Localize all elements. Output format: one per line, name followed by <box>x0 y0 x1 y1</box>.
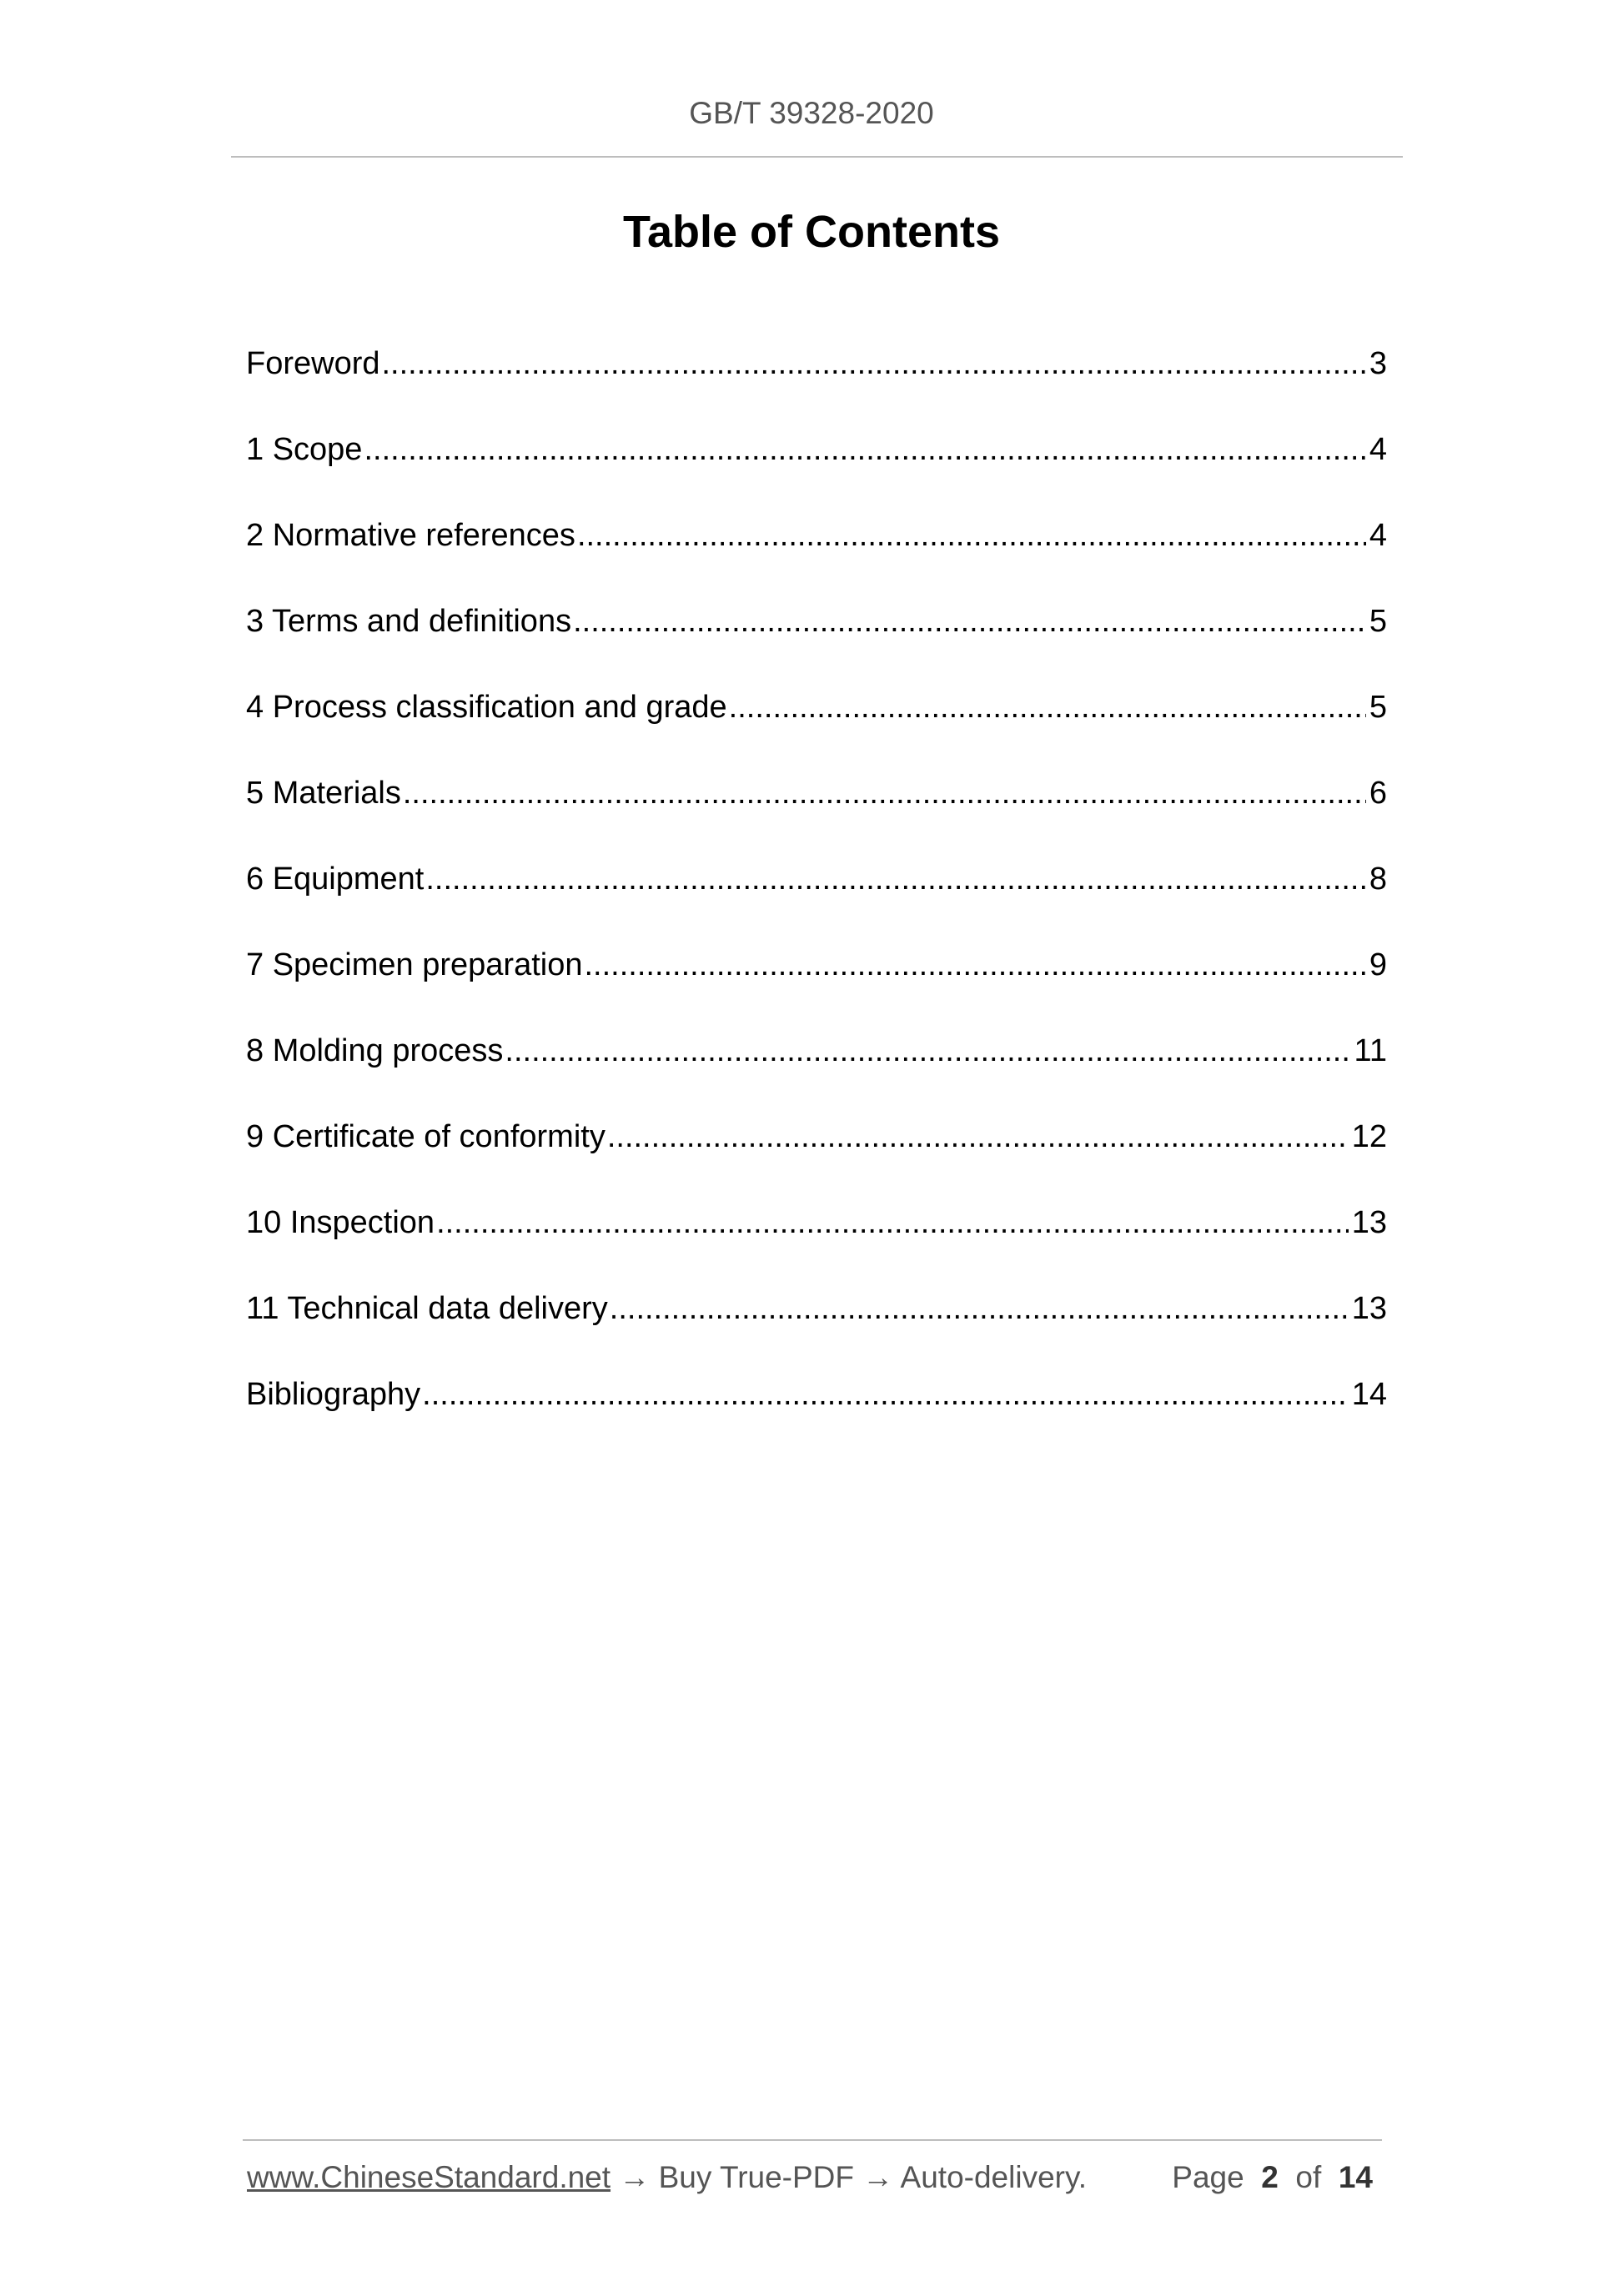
page-total: 14 <box>1338 2160 1373 2194</box>
buy-text: Buy True-PDF <box>658 2160 855 2194</box>
dot-leader <box>382 337 1366 390</box>
dot-leader <box>403 766 1366 820</box>
document-code-header: GB/T 39328-2020 <box>689 96 934 130</box>
toc-entry-label: 2 Normative references <box>246 518 575 553</box>
arrow-right-icon: → <box>619 2160 651 2194</box>
toc-entry-page: 14 <box>1351 1377 1387 1412</box>
toc-entry-label: 1 Scope <box>246 432 363 467</box>
website-link[interactable]: www.ChineseStandard.net <box>247 2160 611 2194</box>
toc-entry-page: 6 <box>1369 776 1387 811</box>
dot-leader <box>610 1282 1349 1335</box>
toc-entry-page: 13 <box>1351 1205 1387 1240</box>
page-title: Table of Contents <box>623 207 1000 257</box>
toc-entry-certificate-of-conformity[interactable] <box>246 1110 1387 1196</box>
toc-entry-label: 8 Molding process <box>246 1033 504 1068</box>
header-divider <box>231 156 1403 158</box>
toc-entry-label: 7 Specimen preparation <box>246 947 583 982</box>
dot-leader <box>577 509 1366 562</box>
dot-leader <box>584 938 1365 992</box>
toc-entry-label: Bibliography <box>246 1377 421 1412</box>
toc-entry-page: 13 <box>1351 1291 1387 1326</box>
dot-leader <box>364 423 1365 476</box>
of-word: of <box>1295 2160 1322 2194</box>
toc-entry-label: 11 Technical data delivery <box>246 1291 608 1326</box>
dot-leader <box>505 1024 1350 1078</box>
page-number <box>1172 2160 1373 2195</box>
toc-entry-materials[interactable] <box>246 766 1387 852</box>
toc-entry-label: 5 Materials <box>246 776 401 811</box>
toc-entry-page: 11 <box>1354 1033 1387 1068</box>
toc-entry-normative-references[interactable] <box>246 509 1387 595</box>
toc-entry-label: 3 Terms and definitions <box>246 604 572 639</box>
footer-promo <box>247 2160 1087 2195</box>
toc-entry-terms-and-definitions[interactable] <box>246 595 1387 681</box>
dot-leader <box>422 1368 1349 1421</box>
arrow-right-icon: → <box>862 2160 894 2194</box>
toc-entry-foreword[interactable] <box>246 337 1387 423</box>
dot-leader <box>436 1196 1349 1249</box>
toc-entry-molding-process[interactable] <box>246 1024 1387 1110</box>
toc-entry-page: 5 <box>1369 604 1387 639</box>
toc-entry-page: 9 <box>1369 947 1387 982</box>
toc-entry-bibliography[interactable] <box>246 1368 1387 1454</box>
dot-leader <box>607 1110 1349 1163</box>
toc-entry-page: 3 <box>1369 346 1387 381</box>
toc-entry-equipment[interactable] <box>246 852 1387 938</box>
dot-leader <box>425 852 1365 906</box>
toc-entry-label: 10 Inspection <box>246 1205 435 1240</box>
toc-entry-page: 5 <box>1369 690 1387 725</box>
page-word: Page <box>1172 2160 1244 2194</box>
toc-entry-page: 4 <box>1369 518 1387 553</box>
table-of-contents <box>246 337 1387 1454</box>
toc-entry-label: 6 Equipment <box>246 862 425 897</box>
toc-entry-page: 12 <box>1351 1119 1387 1154</box>
page-footer <box>247 2160 1386 2202</box>
footer-divider <box>243 2139 1382 2141</box>
toc-entry-page: 8 <box>1369 862 1387 897</box>
delivery-text: Auto-delivery. <box>900 2160 1088 2194</box>
toc-entry-process-classification[interactable] <box>246 681 1387 766</box>
toc-entry-specimen-preparation[interactable] <box>246 938 1387 1024</box>
page-current: 2 <box>1261 2160 1279 2194</box>
toc-entry-label: 9 Certificate of conformity <box>246 1119 605 1154</box>
toc-entry-inspection[interactable] <box>246 1196 1387 1282</box>
toc-entry-technical-data-delivery[interactable] <box>246 1282 1387 1368</box>
toc-entry-label: 4 Process classification and grade <box>246 690 727 725</box>
dot-leader <box>573 595 1366 648</box>
toc-entry-label: Foreword <box>246 346 380 381</box>
dot-leader <box>729 681 1366 734</box>
toc-entry-scope[interactable] <box>246 423 1387 509</box>
toc-entry-page: 4 <box>1369 432 1387 467</box>
